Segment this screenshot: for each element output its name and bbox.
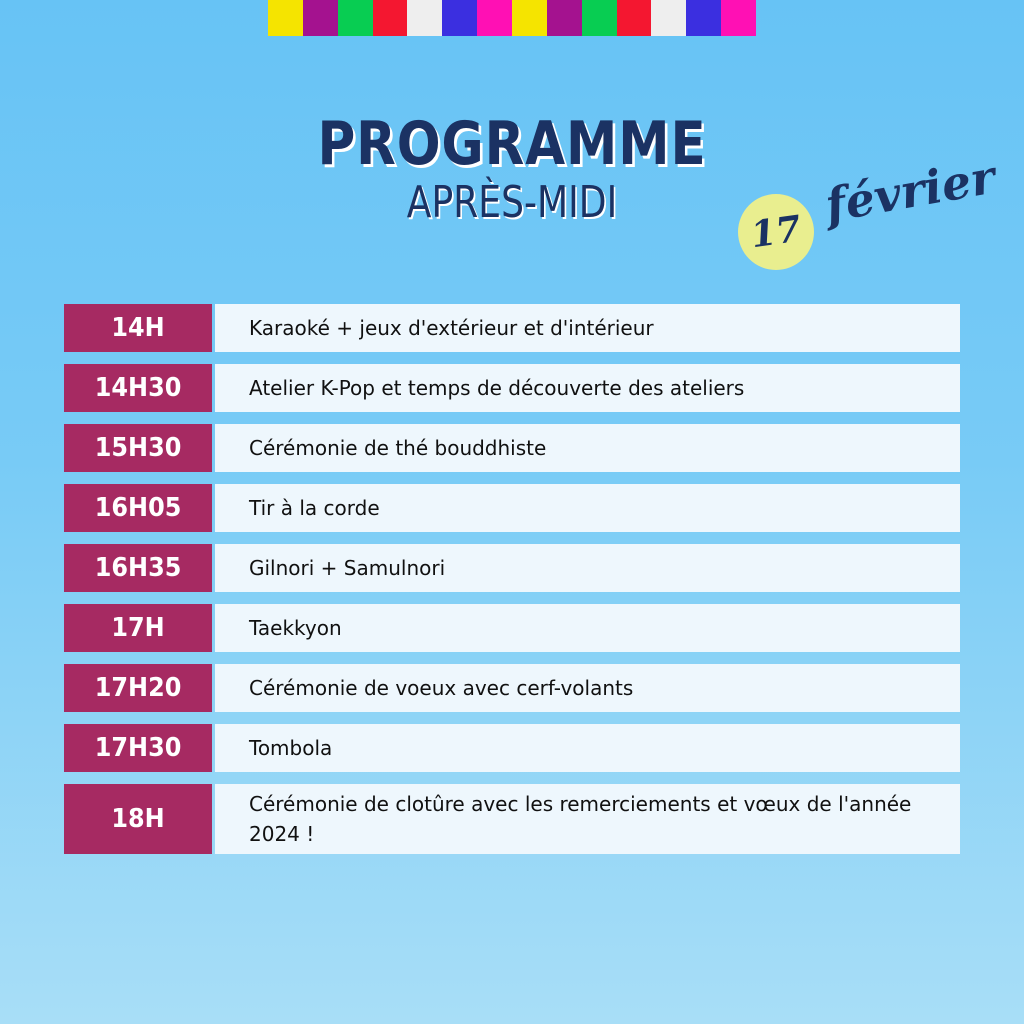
event-cell: Karaoké + jeux d'extérieur et d'intérieur — [215, 304, 960, 352]
color-stripe — [373, 0, 408, 36]
color-stripe — [407, 0, 442, 36]
time-label: 15H30 — [94, 433, 182, 463]
color-stripe — [338, 0, 373, 36]
schedule-row — [64, 484, 960, 532]
time-cell — [64, 724, 212, 772]
time-cell — [64, 784, 212, 854]
color-stripes-decoration — [268, 0, 756, 36]
time-cell — [64, 304, 212, 352]
color-stripe — [512, 0, 547, 36]
time-cell — [64, 544, 212, 592]
date-day: 17 — [748, 207, 804, 257]
color-stripe — [268, 0, 303, 36]
schedule-row — [64, 664, 960, 712]
color-stripe — [442, 0, 477, 36]
schedule-row — [64, 364, 960, 412]
event-cell: Gilnori + Samulnori — [215, 544, 960, 592]
schedule-row — [64, 604, 960, 652]
schedule-row — [64, 424, 960, 472]
date-month: février — [821, 149, 1000, 233]
schedule-row — [64, 544, 960, 592]
event-cell: Tombola — [215, 724, 960, 772]
color-stripe — [721, 0, 756, 36]
time-cell — [64, 604, 212, 652]
page-subtitle: APRÈS-MIDI — [406, 177, 618, 228]
time-label: 17H20 — [94, 673, 182, 703]
time-label: 14H — [111, 313, 165, 343]
time-label: 18H — [111, 804, 165, 834]
time-label: 17H — [111, 613, 165, 643]
time-cell — [64, 364, 212, 412]
time-cell — [64, 664, 212, 712]
color-stripe — [477, 0, 512, 36]
event-cell: Atelier K-Pop et temps de découverte des ateliers — [215, 364, 960, 412]
color-stripe — [303, 0, 338, 36]
schedule-row — [64, 784, 960, 854]
time-label: 14H30 — [94, 373, 182, 403]
color-stripe — [651, 0, 686, 36]
page-title: PROGRAMME — [317, 109, 707, 179]
event-cell: Cérémonie de voeux avec cerf-volants — [215, 664, 960, 712]
color-stripe — [686, 0, 721, 36]
event-cell: Cérémonie de thé bouddhiste — [215, 424, 960, 472]
color-stripe — [617, 0, 652, 36]
schedule-row — [64, 724, 960, 772]
schedule-table — [64, 304, 960, 866]
event-cell: Tir à la corde — [215, 484, 960, 532]
color-stripe — [547, 0, 582, 36]
time-label: 17H30 — [94, 733, 182, 763]
time-label: 16H05 — [94, 493, 182, 523]
event-cell: Taekkyon — [215, 604, 960, 652]
time-cell — [64, 424, 212, 472]
time-label: 16H35 — [94, 553, 182, 583]
time-cell — [64, 484, 212, 532]
color-stripe — [582, 0, 617, 36]
schedule-row — [64, 304, 960, 352]
event-cell: Cérémonie de clotûre avec les remerciements et vœux de l'année 2024 ! — [215, 784, 960, 854]
